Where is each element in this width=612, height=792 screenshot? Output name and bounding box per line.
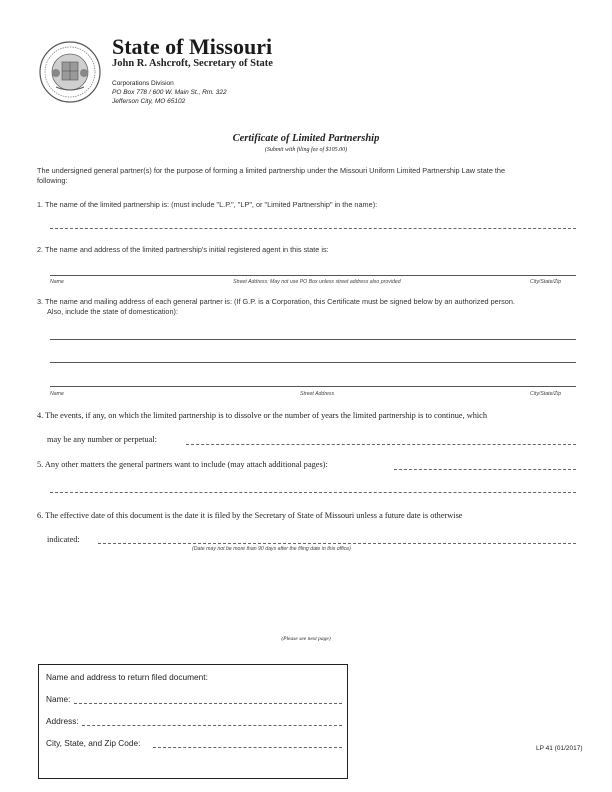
- item-5-text: 5. Any other matters the general partners want to include (may attach additional pages):: [37, 460, 328, 469]
- secretary-name: John R. Ashcroft, Secretary of State: [112, 58, 273, 69]
- return-city-field[interactable]: [153, 747, 342, 748]
- partner-city-label: City/State/Zip: [530, 391, 562, 397]
- dissolution-events-field[interactable]: [186, 444, 576, 445]
- other-matters-field-1[interactable]: [394, 469, 576, 470]
- partnership-name-field[interactable]: [50, 228, 576, 229]
- return-name-field[interactable]: [74, 703, 342, 704]
- intro-text: [37, 166, 505, 186]
- intro-line-1: The undersigned general partner(s) for the purpose of forming a limited partnership under the Missouri Uniform Limited Partnership Law state the: [37, 166, 506, 175]
- general-partner-field-2[interactable]: [50, 362, 576, 363]
- return-name-label: Name:: [46, 694, 71, 704]
- return-city-label: City, State, and Zip Code:: [46, 738, 141, 748]
- item-6-text-line-2: indicated:: [47, 535, 80, 544]
- item-6-text-line-1: 6. The effective date of this document is the date it is filed by the Secretary of State of Missouri unless a future date is otherwise: [37, 511, 463, 520]
- effective-date-note: (Date may not be more than 90 days after the filing date in this office): [192, 546, 351, 552]
- agent-name-label: Name: [50, 279, 64, 285]
- state-title: State of Missouri: [112, 34, 273, 59]
- item-4-text-line-2: may be any number or perpetual:: [47, 435, 157, 444]
- item-1-text: 1. The name of the limited partnership is: (must include "L.P.", "LP", or "Limited Partnership" in the name):: [37, 200, 378, 209]
- partner-name-label: Name: [50, 391, 64, 397]
- other-matters-field-2[interactable]: [50, 492, 576, 493]
- city-address: Jefferson City, MO 65102: [112, 98, 186, 105]
- form-code: LP 41 (01/2017): [536, 745, 583, 752]
- item-3-text-line-2: Also, include the state of domestication):: [47, 307, 179, 316]
- return-address-field[interactable]: [82, 725, 342, 726]
- effective-date-field[interactable]: [98, 543, 576, 544]
- division-name: Corporations Division: [112, 80, 174, 87]
- agent-city-label: City/State/Zip: [530, 279, 562, 285]
- agent-street-label: Street Address: May not use PO Box unless street address also provided: [233, 279, 401, 285]
- po-box-address: PO Box 778 / 600 W. Main St., Rm. 322: [112, 89, 227, 96]
- partner-street-label: Street Address: [300, 391, 335, 397]
- filing-fee-note: (Submit with filing fee of $105.00): [264, 147, 348, 153]
- state-seal-logo: [38, 40, 102, 104]
- return-address-label: Address:: [46, 716, 79, 726]
- continued-note: (Please see next page): [281, 636, 331, 642]
- item-2-text: 2. The name and address of the limited partnership's initial registered agent in this state is:: [37, 245, 329, 254]
- general-partner-field-3[interactable]: [50, 386, 576, 387]
- return-box-heading: Name and address to return filed document:: [46, 672, 208, 682]
- intro-line-2: following:: [37, 176, 68, 185]
- document-title: Certificate of Limited Partnership: [232, 133, 380, 144]
- item-3-text-line-1: 3. The name and mailing address of each general partner is: (If G.P. is a Corporation, this Certificate must be signed below by an authorized person.: [37, 297, 515, 306]
- registered-agent-field[interactable]: [50, 275, 576, 276]
- general-partner-field-1[interactable]: [50, 339, 576, 340]
- item-4-text-line-1: 4. The events, if any, on which the limited partnership is to dissolve or the number of years the limited partnership is to continue, which: [37, 411, 488, 420]
